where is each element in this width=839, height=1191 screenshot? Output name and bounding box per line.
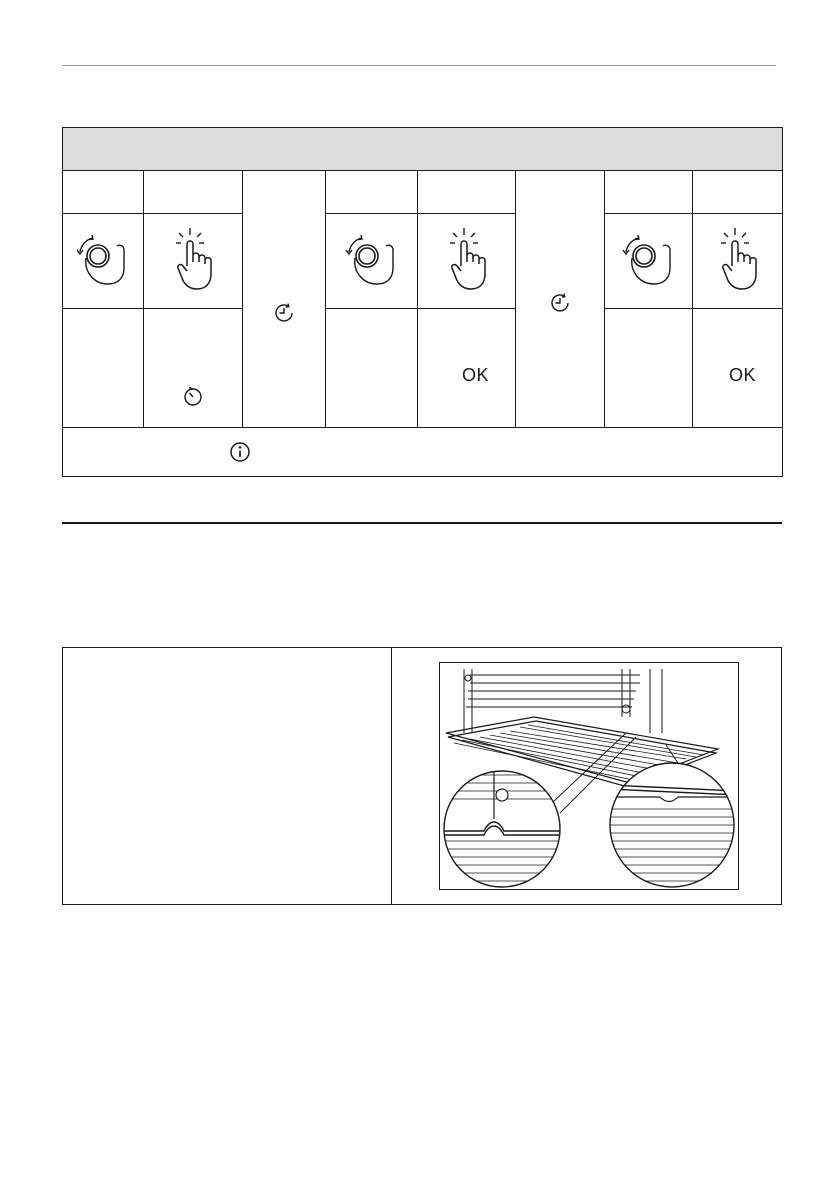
- oven-shelf-illustration: [439, 662, 739, 890]
- figure-table: [62, 647, 782, 905]
- step-text-2: [144, 309, 243, 428]
- step-label-8: [693, 171, 783, 214]
- step-text-8: [693, 309, 783, 428]
- top-rule: [62, 65, 776, 66]
- step-label-4: [326, 171, 418, 214]
- touch-icon: [144, 214, 243, 309]
- section-rule: [62, 522, 782, 524]
- timer-icon: [144, 384, 242, 413]
- steps-table: [62, 127, 783, 477]
- step-text-7: [605, 309, 693, 428]
- merged-clock-cell-1: [243, 171, 326, 428]
- step-label-5: [418, 171, 516, 214]
- step-label-1: [63, 171, 144, 214]
- info-icon: [229, 441, 251, 468]
- step-text-4: [326, 309, 418, 428]
- clock-rotate-icon: [272, 301, 296, 330]
- step-text-1: [63, 309, 144, 428]
- step-label-7: [605, 171, 693, 214]
- step-text-5: [418, 309, 516, 428]
- step-label-2: [144, 171, 243, 214]
- turn-knob-icon: [63, 214, 144, 309]
- table-footer: [63, 428, 783, 477]
- ok-label: OK: [728, 365, 756, 385]
- turn-knob-icon: [326, 214, 418, 309]
- touch-icon: [418, 214, 516, 309]
- clock-rotate-icon: [548, 291, 572, 320]
- touch-icon: [693, 214, 783, 309]
- ok-label: OK: [461, 365, 489, 385]
- table-header: [63, 128, 783, 171]
- merged-clock-cell-2: [516, 171, 605, 428]
- turn-knob-icon: [605, 214, 693, 309]
- figure-divider: [391, 648, 392, 904]
